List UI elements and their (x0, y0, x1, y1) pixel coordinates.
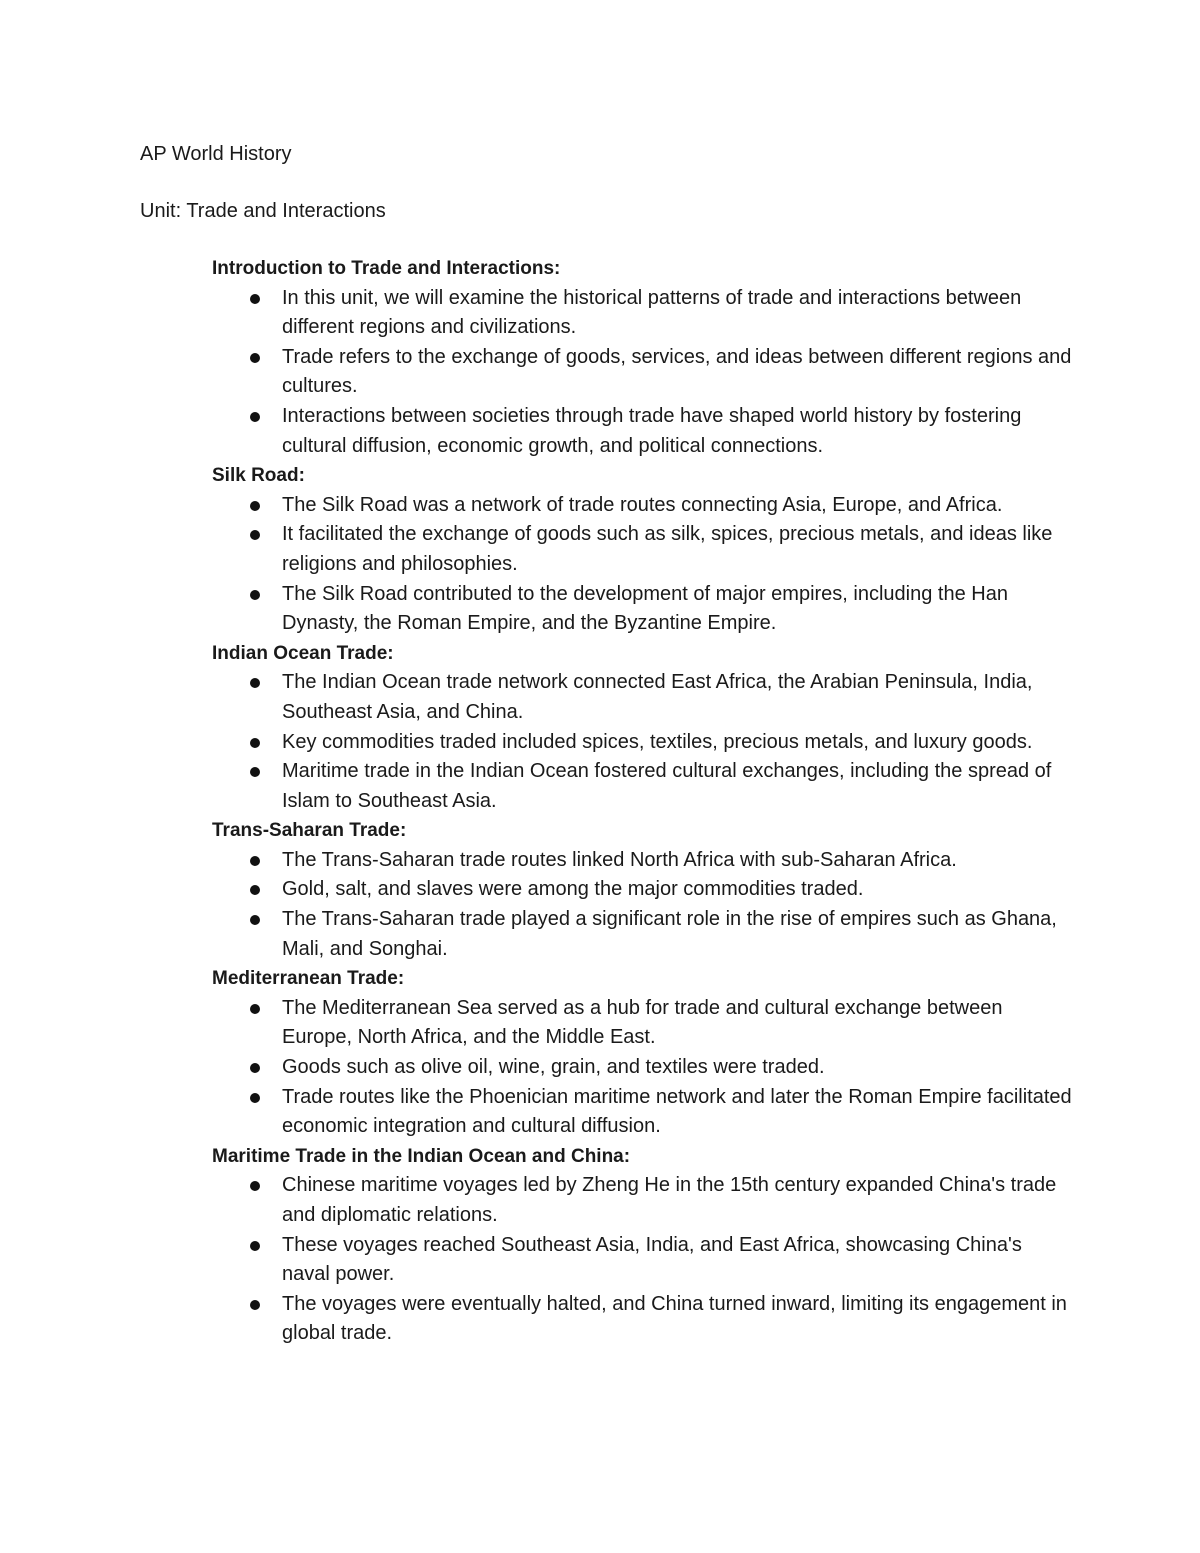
bullet-item (212, 520, 1072, 579)
bullet-text: The Mediterranean Sea served as a hub for trade and cultural exchange between Europe, North Africa, and the Middle East. (282, 996, 1003, 1049)
section-indian-ocean-trade (212, 639, 1072, 817)
bullet-dot-icon (250, 1004, 260, 1014)
section-heading: Trans-Saharan Trade: (212, 820, 407, 842)
bullet-dot-icon (250, 1300, 260, 1310)
bullet-item (212, 402, 1072, 461)
bullet-dot-icon (250, 530, 260, 540)
bullet-text: Trade routes like the Phoenician maritime network and later the Roman Empire facilitated economic integration and cultural diffusion. (282, 1085, 1072, 1138)
bullet-dot-icon (250, 1063, 260, 1073)
bullet-text: Chinese maritime voyages led by Zheng He in the 15th century expanded China's trade and diplomatic relations. (282, 1174, 1057, 1226)
bullet-list (212, 668, 1072, 816)
unit-heading: Unit: Trade and Interactions (140, 200, 386, 222)
section-heading: Indian Ocean Trade: (212, 642, 394, 664)
bullet-list (212, 284, 1072, 462)
bullet-dot-icon (250, 353, 260, 363)
bullet-item (212, 875, 1072, 905)
bullet-dot-icon (250, 294, 260, 304)
section-mediterranean-trade (212, 964, 1072, 1142)
bullet-dot-icon (250, 412, 260, 422)
bullet-dot-icon (250, 885, 260, 895)
section-heading: Mediterranean Trade: (212, 968, 405, 990)
document-title: AP World History (140, 143, 292, 165)
section-heading: Silk Road: (212, 465, 305, 487)
bullet-dot-icon (250, 678, 260, 688)
bullet-dot-icon (250, 1181, 260, 1191)
bullet-dot-icon (250, 501, 260, 511)
bullet-item (212, 994, 1072, 1053)
bullet-text: Key commodities traded included spices, textiles, precious metals, and luxury goods. (282, 730, 1033, 753)
bullet-text: Interactions between societies through trade have shaped world history by fostering cultural diffusion, economic growth, and political connections. (282, 404, 1022, 457)
bullet-list (212, 491, 1072, 639)
bullet-text: These voyages reached Southeast Asia, India, and East Africa, showcasing China's naval power. (282, 1233, 1022, 1286)
bullet-dot-icon (250, 1241, 260, 1251)
bullet-item (212, 580, 1072, 639)
bullet-text: The Indian Ocean trade network connected East Africa, the Arabian Peninsula, India, Southeast Asia, and China. (282, 671, 1033, 723)
notes-content (212, 254, 1072, 1349)
section-trans-saharan-trade (212, 816, 1072, 964)
bullet-item (212, 284, 1072, 343)
section-maritime-trade-china (212, 1142, 1072, 1349)
section-introduction (212, 254, 1072, 461)
bullet-item (212, 1171, 1072, 1230)
bullet-dot-icon (250, 856, 260, 866)
section-silk-road (212, 461, 1072, 639)
bullet-dot-icon (250, 1093, 260, 1103)
bullet-list (212, 994, 1072, 1142)
bullet-item (212, 343, 1072, 402)
bullet-text: The Silk Road was a network of trade routes connecting Asia, Europe, and Africa. (282, 493, 1003, 516)
bullet-item (212, 491, 1072, 521)
bullet-text: The Silk Road contributed to the development of major empires, including the Han Dynasty, the Roman Empire, and the Byzantine Empire. (282, 582, 1008, 635)
bullet-item (212, 728, 1072, 758)
bullet-text: The voyages were eventually halted, and China turned inward, limiting its engagement in global trade. (282, 1292, 1067, 1345)
bullet-item (212, 1231, 1072, 1290)
bullet-dot-icon (250, 738, 260, 748)
bullet-item (212, 905, 1072, 964)
bullet-list (212, 846, 1072, 964)
bullet-text: Trade refers to the exchange of goods, services, and ideas between different regions and cultures. (282, 345, 1072, 398)
bullet-text: The Trans-Saharan trade routes linked North Africa with sub-Saharan Africa. (282, 848, 957, 871)
bullet-text: The Trans-Saharan trade played a significant role in the rise of empires such as Ghana, Mali, and Songhai. (282, 908, 1057, 960)
bullet-item (212, 668, 1072, 727)
bullet-dot-icon (250, 590, 260, 600)
bullet-list (212, 1171, 1072, 1349)
bullet-item (212, 757, 1072, 816)
bullet-item (212, 1053, 1072, 1083)
bullet-text: In this unit, we will examine the historical patterns of trade and interactions between different regions and civilizations. (282, 286, 1022, 339)
section-heading: Maritime Trade in the Indian Ocean and China: (212, 1145, 631, 1167)
bullet-item (212, 1290, 1072, 1349)
bullet-text: Goods such as olive oil, wine, grain, and textiles were traded. (282, 1056, 825, 1079)
bullet-text: Maritime trade in the Indian Ocean fostered cultural exchanges, including the spread of Islam to Southeast Asia. (282, 760, 1052, 812)
section-heading: Introduction to Trade and Interactions: (212, 258, 561, 279)
bullet-item (212, 846, 1072, 876)
bullet-text: Gold, salt, and slaves were among the major commodities traded. (282, 878, 864, 901)
bullet-text: It facilitated the exchange of goods such as silk, spices, precious metals, and ideas like religions and philosophies. (282, 523, 1053, 575)
bullet-item (212, 1083, 1072, 1142)
bullet-dot-icon (250, 915, 260, 925)
bullet-dot-icon (250, 767, 260, 777)
